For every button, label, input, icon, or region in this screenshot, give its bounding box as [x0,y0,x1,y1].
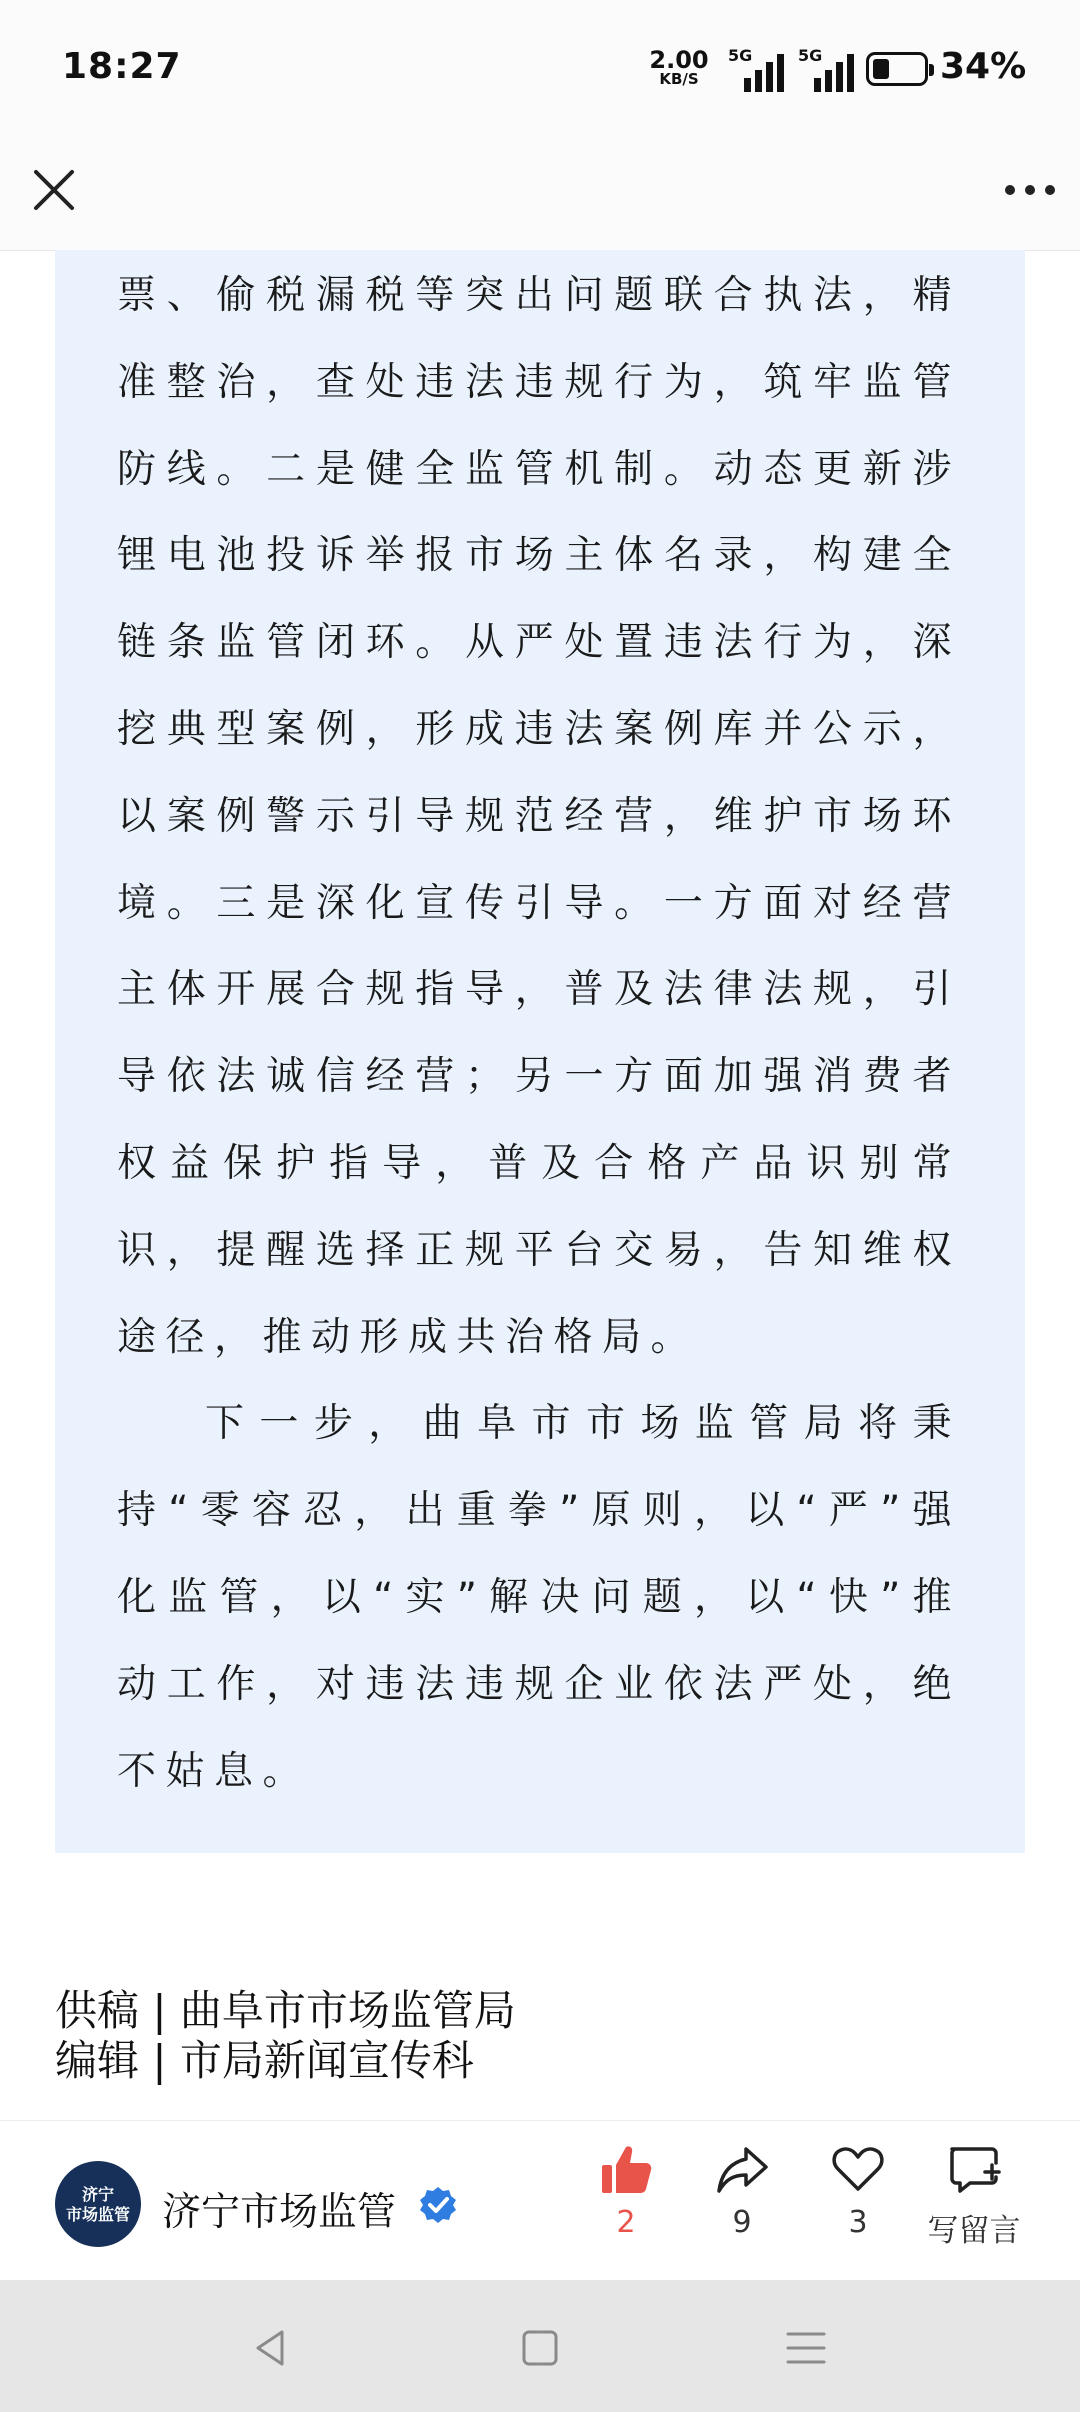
sim2-network-label: 5G [798,46,823,65]
network-speed-value: 2.00 [649,46,709,74]
share-button[interactable] [682,2141,802,2240]
battery-icon [866,52,928,86]
top-nav [0,140,1080,251]
sim1-network-label: 5G [728,46,753,65]
article-credits [55,1986,516,2086]
article-body [117,253,961,1815]
article-quote-block [55,250,1025,1853]
article-paragraph: 下一步，曲阜市市场监管局将秉持“零容忍，出重拳”原则，以“严”强化监管，以“实”解决问题，以“快”推动工作，对违法违规企业依法严处，绝不姑息。 [117,1401,961,1794]
avatar-text-line2: 市场监管 [65,2205,130,2224]
battery-percent: 34% [940,46,1027,87]
status-time: 18:27 [62,46,182,87]
network-speed-unit: KB/S [659,70,699,88]
bottom-action-bar [0,2120,1080,2281]
avatar-text-line1: 济宁 [81,2185,114,2204]
heart-icon [830,2141,886,2197]
verified-badge-icon [418,2185,458,2225]
contributor-credit: 供稿 | 曲阜市市场监管局 [55,1986,516,2035]
network-speed [648,48,710,87]
like-count: 2 [616,2205,636,2240]
battery-fill [873,59,889,79]
system-nav-bar [0,2280,1080,2412]
status-bar [0,0,1080,140]
like-button[interactable] [566,2141,686,2240]
menu-lines-icon[interactable] [776,2318,836,2378]
favorite-button[interactable] [798,2141,918,2240]
home-square-icon[interactable] [510,2318,570,2378]
back-triangle-icon[interactable] [242,2318,302,2378]
favorite-count: 3 [848,2205,868,2240]
close-icon[interactable] [26,162,82,218]
write-comment-label: 写留言 [927,2213,1021,2249]
comment-add-icon [944,2141,1004,2197]
sim2-signal-icon [798,46,858,90]
article-paragraph: 票、偷税漏税等突出问题联合执法，精准整治，查处违法违规行为，筑牢监管防线。二是健全监管机制。动态更新涉锂电池投诉举报市场主体名录，构建全链条监管闭环。从严处置违法行为，深挖典型案例，形成违法案例库并公示，以案例警示引导规范经营，维护市场环境。三是深化宣传引导。一方面对经营主体开展合规指导，普及法律法规，引导依法诚信经营；另一方面加强消费者权益保护指导，普及合格产品识别常识，提醒选择正规平台交易，告知维权途径，推动形成共治格局。 [117,273,961,1360]
editor-credit: 编辑 | 市局新闻宣传科 [55,2036,474,2085]
thumbs-up-icon [598,2141,654,2197]
account-name[interactable]: 济宁市场监管 [162,2190,397,2235]
more-dots-icon[interactable] [1000,162,1060,218]
share-count: 9 [732,2205,752,2240]
write-comment-button[interactable] [914,2141,1034,2250]
sim1-signal-icon [728,46,788,90]
account-avatar[interactable] [55,2161,141,2247]
share-arrow-icon [714,2141,770,2197]
